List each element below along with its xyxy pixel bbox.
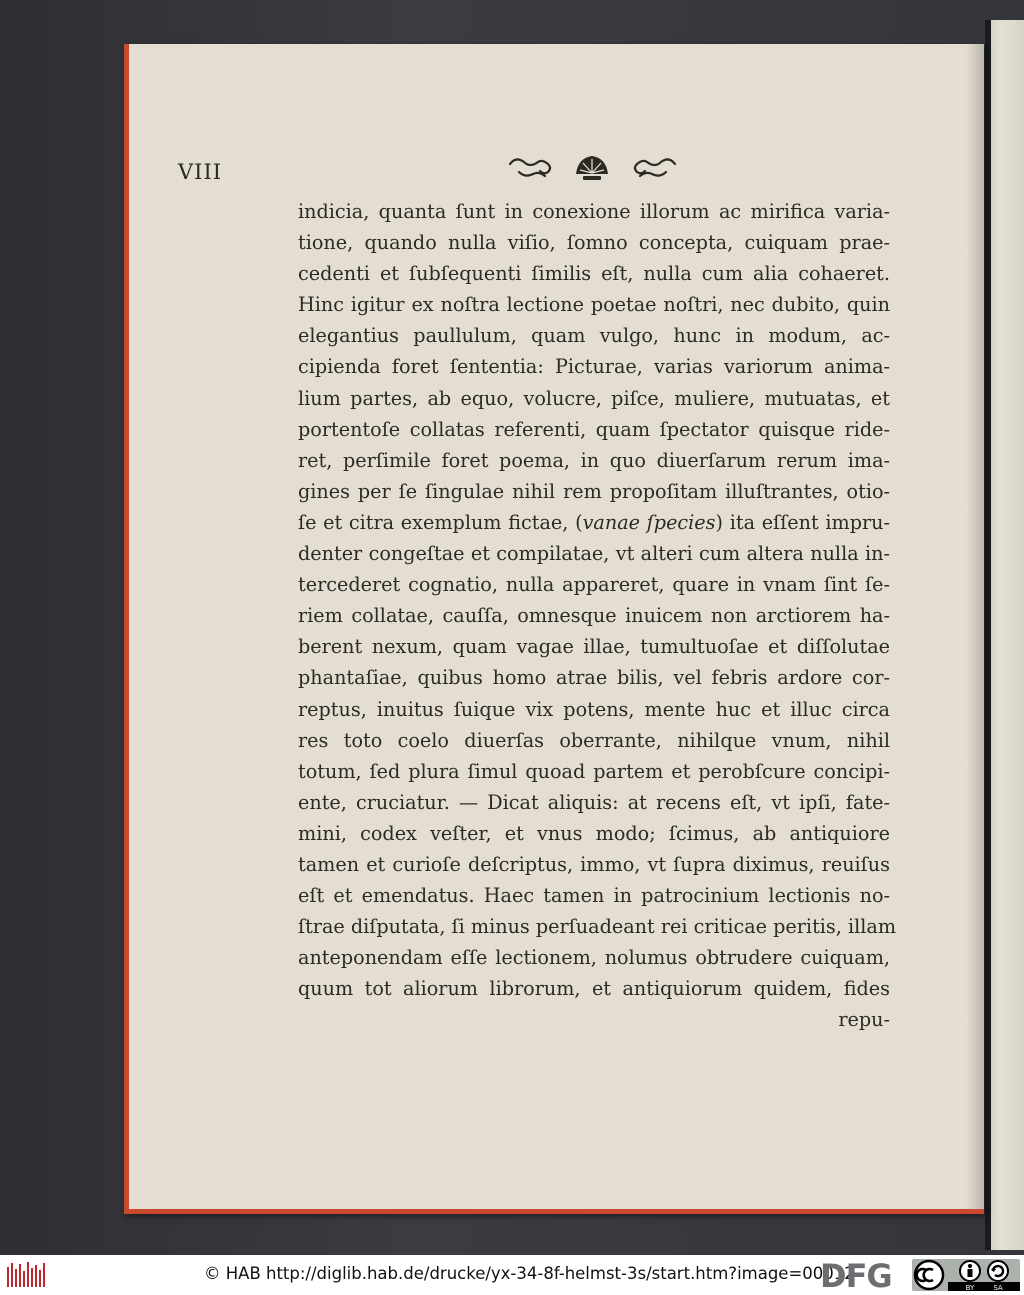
dfg-logo-text: DFG xyxy=(820,1259,892,1291)
italic-phrase: vanae ſpecies xyxy=(582,510,716,534)
text-line: ſtrae diſputata, ſi minus perſuadeant rei criticae peritis, illam xyxy=(298,915,897,939)
text-line: gines per ſe ſingulae nihil rem propoſitam illuſtrantes, otio- xyxy=(298,479,890,503)
hab-barcode-logo-icon[interactable] xyxy=(6,1261,48,1289)
text-line: portentoſe collatas referenti, quam ſpectator quisque ride- xyxy=(298,417,890,441)
text-line: ente, cruciatur. — Dicat aliquis: at recens eſt, vt ipſi, fate- xyxy=(298,790,890,814)
catchword: repu- xyxy=(838,1008,890,1032)
text-line: denter congeſtae et compilatae, vt alteri cum altera nulla in- xyxy=(298,542,890,566)
text-line: Hinc igitur ex noſtra lectione poetae noſtri, nec dubito, quin xyxy=(298,293,890,317)
text-line: ret, perſimile foret poema, in quo diuerſarum rerum ima- xyxy=(298,448,890,472)
text-line: lium partes, ab equo, volucre, piſce, muliere, mutuatas, et xyxy=(298,386,890,410)
paren-open: ( xyxy=(575,510,583,534)
text-line: quum tot aliorum librorum, et antiquiorum quidem, fides xyxy=(298,977,890,1001)
page-number: VIII xyxy=(178,160,223,184)
text-line: eſt et emendatus. Haec tamen in patrocinium lectionis no- xyxy=(298,884,890,908)
text-line: mini, codex veſter, et vnus modo; ſcimus, ab antiquiore xyxy=(298,821,890,845)
license-by-label: BY xyxy=(965,1284,975,1291)
text-line: riem collatae, cauſſa, omnesque inuicem non arctiorem ha- xyxy=(298,604,890,628)
text-line: tamen et curioſe deſcriptus, immo, vt ſupra diximus, reuiſus xyxy=(298,852,890,876)
text-line: cipienda foret ſententia: Picturae, varias variorum anima- xyxy=(298,355,890,379)
text-line: cedenti et ſubſequenti ſimilis eſt, nulla cum alia cohaeret. xyxy=(298,262,890,286)
dfg-logo-icon[interactable] xyxy=(818,1259,908,1291)
paren-close: ) xyxy=(715,510,724,534)
text-line: elegantius paullulum, quam vulgo, hunc in modum, ac- xyxy=(298,324,890,348)
license-sa-label: SA xyxy=(993,1284,1003,1291)
text-line: anteponendam eſſe lectionem, nolumus obtrudere cuiquam, xyxy=(298,946,890,970)
text-line: indicia, quanta ſunt in conexione illorum ac mirifica varia- xyxy=(298,200,890,223)
text-line: totum, ſed plura ſimul quoad partem et perobſcure concipi- xyxy=(298,759,890,783)
text-line: res toto coelo diuerſas oberrante, nihilque vnum, nihil xyxy=(298,728,890,752)
body-text xyxy=(298,196,897,1036)
copyright-link[interactable]: © HAB http://diglib.hab.de/drucke/yx-34-8f-helmst-3s/start.htm?image=00012 xyxy=(204,1264,855,1283)
text-line-italic-phrase xyxy=(298,507,890,538)
text-line: tercederet cognatio, nulla appareret, quare in vnam ſint ſe- xyxy=(298,573,890,597)
text-segment: ſe et citra exemplum fictae, xyxy=(298,510,569,534)
cc-by-sa-license-icon[interactable] xyxy=(912,1259,1020,1291)
text-line: reptus, inuitus ſuique vix potens, mente huc et illuc circa xyxy=(298,697,890,721)
text-line: berent nexum, quam vagae illae, tumultuoſae et diſſolutae xyxy=(298,635,890,659)
next-page-edge xyxy=(985,20,1024,1250)
text-segment: ita eſſent impru- xyxy=(729,510,890,534)
text-line: phantaſiae, quibus homo atrae bilis, vel febris ardore cor- xyxy=(298,666,890,690)
decorative-ornament-icon xyxy=(505,150,680,190)
text-line: tione, quando nulla viſio, ſomno concepta, cuiquam prae- xyxy=(298,231,890,255)
